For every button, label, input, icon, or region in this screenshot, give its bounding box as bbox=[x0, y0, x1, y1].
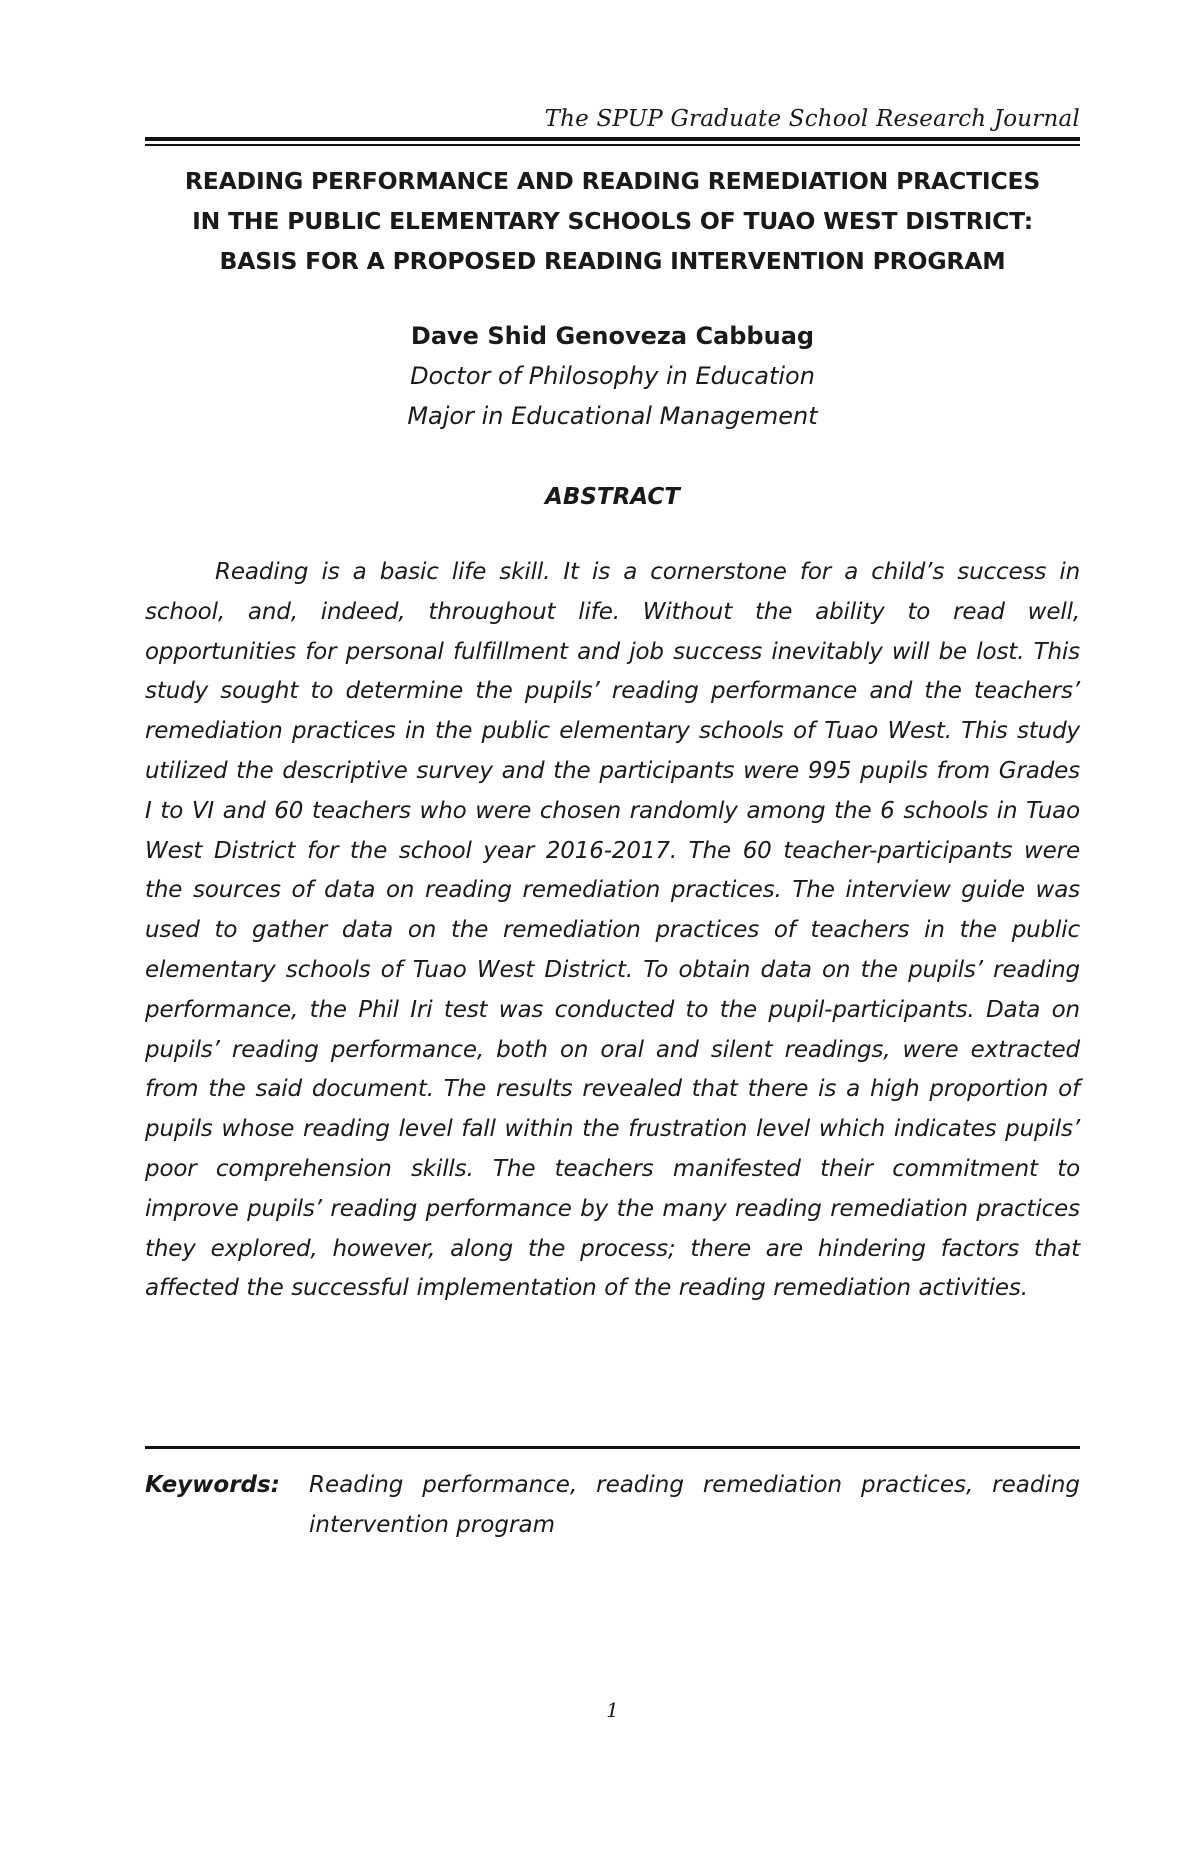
keywords-text: Reading performance, reading remediation practices, reading intervention program bbox=[309, 1472, 1080, 1538]
author-degree: Doctor of Philosophy in Education bbox=[410, 362, 815, 390]
article-title bbox=[145, 161, 1080, 281]
abstract-heading: ABSTRACT bbox=[545, 484, 680, 510]
header-rule-thin bbox=[145, 144, 1080, 146]
journal-header: The SPUP Graduate School Research Journal bbox=[544, 106, 1080, 132]
article-title-line-2: IN THE PUBLIC ELEMENTARY SCHOOLS OF TUAO WEST DISTRICT: bbox=[192, 207, 1033, 235]
author-block bbox=[145, 316, 1080, 436]
author-major: Major in Educational Management bbox=[407, 402, 818, 430]
article-title-line-1: READING PERFORMANCE AND READING REMEDIATION PRACTICES bbox=[184, 167, 1041, 195]
abstract-body: Reading is a basic life skill. It is a cornerstone for a child’s success in school, and, indeed, throughout life. Without the ability to read well, opportunities for personal fulfillment and job success inevitably will be lost. This study sought to determine the pupils’ reading performance and the teachers’ remediation practices in the public elementary schools of Tuao West. This study utilized the descriptive survey and the participants were 995 pupils from Grades I to VI and 60 teachers who were chosen randomly among the 6 schools in Tuao West District for the school year 2016-2017. The 60 teacher-participants were the sources of data on reading remediation practices. The interview guide was used to gather data on the remediation practices of teachers in the public elementary schools of Tuao West District. To obtain data on the pupils’ reading performance, the Phil Iri test was conducted to the pupil-participants. Data on pupils’ reading performance, both on oral and silent readings, were extracted from the said document. The results revealed that there is a high proportion of pupils whose reading level fall within the frustration level which indicates pupils’ poor comprehension skills. The teachers manifested their commitment to improve pupils’ reading performance by the many reading remediation practices they explored, however, along the process; there are hindering factors that affected the successful implementation of the reading remediation activities. bbox=[145, 559, 1080, 1302]
article-title-line-3: BASIS FOR A PROPOSED READING INTERVENTION PROGRAM bbox=[219, 247, 1006, 275]
author-name: Dave Shid Genoveza Cabbuag bbox=[410, 322, 815, 350]
keywords-section bbox=[145, 1465, 1080, 1545]
header-rule-thick bbox=[145, 137, 1080, 141]
keywords-rule bbox=[145, 1446, 1080, 1449]
page-number: 1 bbox=[606, 1698, 619, 1722]
keywords-label: Keywords: bbox=[145, 1472, 280, 1498]
